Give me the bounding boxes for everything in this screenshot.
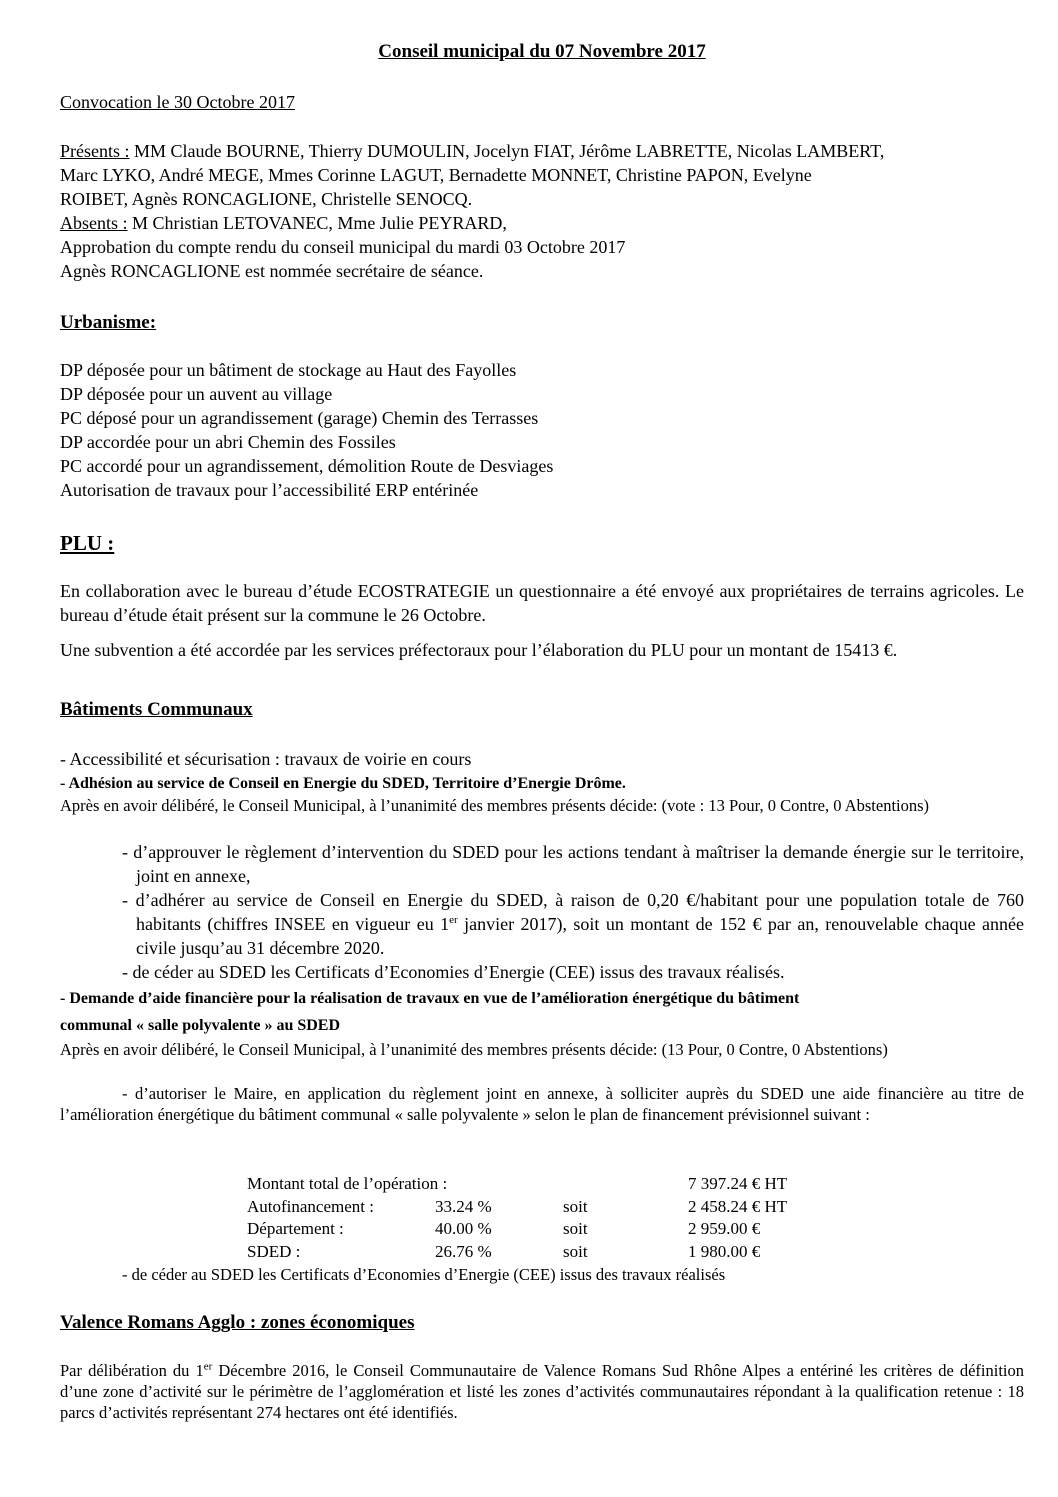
- demande-title-line-1: - Demande d’aide financière pour la réalisation de travaux en vue de l’amélioration énergétique du bâtiment: [60, 990, 800, 1007]
- total-label: Montant total de l’opération :: [247, 1174, 448, 1193]
- demande-bullet-1: - d’autoriser le Maire, en application du règlement joint en annexe, à solliciter auprès du SDED une aide financière au titre de l’amélioration énergétique du bâtiment communal « salle polyvalente » selon le plan de financement prévisionnel suivant :: [60, 1084, 1024, 1124]
- secretaire-line: Agnès RONCAGLIONE est nommée secrétaire de séance.: [60, 261, 484, 281]
- presents-line-3: ROIBET, Agnès RONCAGLIONE, Christelle SENOCQ.: [60, 189, 473, 209]
- batiments-heading: Bâtiments Communaux: [60, 699, 253, 720]
- presents-line-1: Présents : MM Claude BOURNE, Thierry DUMOULIN, Jocelyn FIAT, Jérôme LABRETTE, Nicolas LAMBERT,: [60, 141, 885, 161]
- table-row: Autofinancement : 33.24 % soit 2 458.24 € HT: [247, 1196, 788, 1216]
- presents-label: Présents :: [60, 141, 130, 161]
- attendance-section: [60, 139, 1024, 283]
- absents-line: Absents : M Christian LETOVANEC, Mme Julie PEYRARD,: [60, 213, 507, 233]
- convocation-date: Convocation le 30 Octobre 2017: [60, 92, 295, 112]
- demande-title-line-2: communal « salle polyvalente » au SDED: [60, 1017, 341, 1034]
- table-row: [247, 1173, 848, 1196]
- urbanisme-list: [60, 358, 1024, 502]
- valence-heading: Valence Romans Agglo : zones économiques: [60, 1312, 415, 1333]
- table-row: Département : 40.00 % soit 2 959.00 €: [247, 1219, 761, 1238]
- accessibilite-line: - Accessibilité et sécurisation : travaux de voirie en cours: [60, 749, 472, 769]
- adhesion-bullet-2: - d’adhérer au service de Conseil en Energie du SDED, à raison de 0,20 €/habitant pour une population totale de 760 habitants (chiffres INSEE en vigueur eu 1er janvier 2017), soit un montant de 152 € par an, renouvelable chaque année civile jusqu’au 31 décembre 2020.: [122, 890, 1024, 958]
- urbanisme-heading: Urbanisme:: [60, 312, 157, 333]
- list-item: PC déposé pour un agrandissement (garage) Chemin des Terrasses: [60, 408, 539, 428]
- list-item: DP déposée pour un bâtiment de stockage au Haut des Fayolles: [60, 360, 517, 380]
- adhesion-decisions: [60, 840, 1024, 984]
- presents-line-2: Marc LYKO, André MEGE, Mmes Corinne LAGUT, Bernadette MONNET, Christine PAPON, Evelyne: [60, 165, 812, 185]
- list-item: PC accordé pour un agrandissement, démolition Route de Desviages: [60, 456, 554, 476]
- financing-table: [247, 1173, 848, 1263]
- plu-paragraph-2: Une subvention a été accordée par les services préfectoraux pour l’élaboration du PLU pour un montant de 15413 €.: [60, 640, 898, 660]
- list-item: Autorisation de travaux pour l’accessibilité ERP entérinée: [60, 480, 479, 500]
- total-value: 7 397.24 € HT: [688, 1174, 788, 1193]
- list-item: DP déposée pour un auvent au village: [60, 384, 333, 404]
- demande-intro: Après en avoir délibéré, le Conseil Municipal, à l’unanimité des membres présents décide: (13 Pour, 0 Contre, 0 Abstentions): [60, 1040, 888, 1059]
- plu-heading: PLU :: [60, 531, 115, 555]
- document-title: Conseil municipal du 07 Novembre 2017: [378, 41, 706, 62]
- adhesion-bullet-1: - d’approuver le règlement d’intervention du SDED pour les actions tendant à maîtriser la demande énergie sur le territoire, joint en annexe,: [122, 842, 1024, 886]
- adhesion-title: - Adhésion au service de Conseil en Energie du SDED, Territoire d’Energie Drôme.: [60, 775, 626, 792]
- demande-bullet-2: - de céder au SDED les Certificats d’Economies d’Energie (CEE) issus des travaux réalisés: [122, 1265, 726, 1284]
- list-item: DP accordée pour un abri Chemin des Fossiles: [60, 432, 396, 452]
- table-row: SDED : 26.76 % soit 1 980.00 €: [247, 1241, 761, 1261]
- adhesion-intro: Après en avoir délibéré, le Conseil Municipal, à l’unanimité des membres présents décide: (vote : 13 Pour, 0 Contre, 0 Abstentions): [60, 796, 930, 815]
- absents-label: Absents :: [60, 213, 128, 233]
- plu-paragraph-1: En collaboration avec le bureau d’étude ECOSTRATEGIE un questionnaire a été envoyé aux propriétaires de terrains agricoles. Le bureau d’étude était présent sur la commune le 26 Octobre.: [60, 581, 1024, 625]
- valence-paragraph: Par délibération du 1er Décembre 2016, le Conseil Communautaire de Valence Romans Sud Rhône Alpes a entériné les critères de définition d’une zone d’activité sur le périmètre de l’agglomération et listé les zones d’activités communautaires répondant à la qualification retenue : 18 parcs d’activités représentant 274 hectares ont été identifiés.: [60, 1360, 1025, 1422]
- approbation-line: Approbation du compte rendu du conseil municipal du mardi 03 Octobre 2017: [60, 237, 626, 257]
- adhesion-bullet-3: - de céder au SDED les Certificats d’Economies d’Energie (CEE) issus des travaux réalisés.: [122, 962, 785, 982]
